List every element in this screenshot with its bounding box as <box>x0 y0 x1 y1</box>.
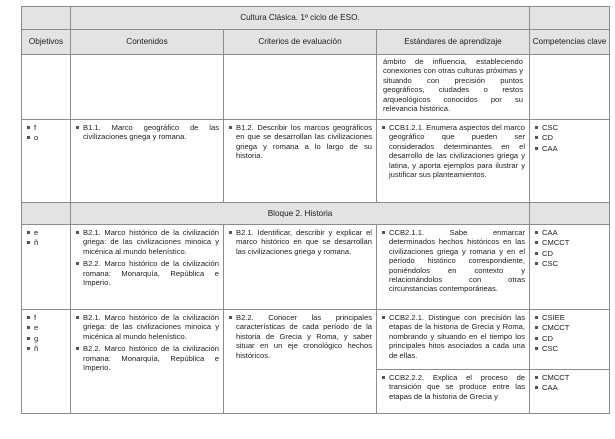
row1-competencia: CD <box>535 133 605 142</box>
table-title: Cultura Clásica. 1º ciclo de ESO. <box>71 7 530 30</box>
header-competencias: Competencias clave <box>530 30 610 55</box>
row1-competencia: CAA <box>535 144 605 153</box>
row3-objetivos-cell <box>22 310 71 414</box>
row3-objetivo: g <box>27 334 66 343</box>
header-criterios: Criterios de evaluación <box>224 30 377 55</box>
row1-contenidos-cell <box>71 120 224 203</box>
row3-criterio: B2.2. Conocer las principales características de cada período de la historia de Grecia y Roma, y saber situar en un eje cronológico hechos históricos. <box>229 313 372 360</box>
row3-objetivo: e <box>27 323 66 332</box>
row2-contenido: B2.1. Marco histórico de la civilización griega: de las civilizaciones minoica y micénica al mundo helenístico. <box>76 228 219 256</box>
title-row <box>22 7 610 30</box>
row3-competencia-b: CAA <box>535 383 605 392</box>
block2-row <box>22 203 610 225</box>
table-row-b2-1 <box>22 225 610 310</box>
row3-competencia-a: CSC <box>535 344 605 353</box>
row2-competencia: CSC <box>535 259 605 268</box>
row2-objetivos-cell <box>22 225 71 310</box>
row1-criterios-cell <box>224 120 377 203</box>
row1-objetivo: o <box>27 133 66 142</box>
row2-competencias-cell <box>530 225 610 310</box>
block2-left-spacer <box>22 203 71 225</box>
row3-contenidos-cell <box>71 310 224 414</box>
cont-competencias-cell <box>530 55 610 120</box>
row3-competencia-a: CMCCT <box>535 323 605 332</box>
block2-title: Bloque 2. Historia <box>71 203 530 225</box>
row2-objetivo: ñ <box>27 238 66 247</box>
row1-criterio: B1.2. Describir los marcos geográficos en que se desarrollan las civilizaciones griega y romana a lo largo de su historia. <box>229 123 372 161</box>
row2-estandar-cell <box>377 225 530 310</box>
title-right-spacer <box>530 7 610 30</box>
row3-estandar-a: CCB2.2.1. Distingue con precisión las etapas de la historia de Grecia y Roma, nombrando y situando en el tiempo los principales hitos asociados a cada una de ellas. <box>382 313 525 360</box>
row1-estandar: CCB1.2.1. Enumera aspectos del marco geográfico que pueden ser considerados determinantes en el desarrollo de las civilizaciones griega y latina, y aporta ejemplos para ilustrar y justificar sus planteamientos. <box>382 123 525 179</box>
row2-criterios-cell <box>224 225 377 310</box>
row2-estandar: CCB2.1.1. Sabe enmarcar determinados hechos históricos en las civilizaciones griega y romana y en el período histórico correspondiente, poniéndolos en contexto y relacionándolos con otras circunstancias contemporáneas. <box>382 228 525 294</box>
row2-objetivo: e <box>27 228 66 237</box>
row3-competencia-a: CSIEE <box>535 313 605 322</box>
row3-criterios-cell <box>224 310 377 414</box>
cont-estandar-text: ámbito de influencia, estableciendo conexiones con otras culturas próximas y situando con precisión puntos geográficos, ciudades o restos arqueológicos conocidos por su relevancia histórica. <box>383 57 524 114</box>
title-left-spacer <box>22 7 71 30</box>
row3-estandar-a-cell <box>377 310 530 370</box>
cont-objetivos-cell <box>22 55 71 120</box>
row3-estandar-b-cell <box>377 370 530 414</box>
row2-contenido: B2.2. Marco histórico de la civilización romana: Monarquía, República e Imperio. <box>76 259 219 287</box>
row3-competencias-b-cell <box>530 370 610 414</box>
row2-contenidos-cell <box>71 225 224 310</box>
row1-competencias-cell <box>530 120 610 203</box>
row2-competencia: CMCCT <box>535 238 605 247</box>
row3-objetivo: ñ <box>27 344 66 353</box>
header-estandares: Estándares de aprendizaje <box>377 30 530 55</box>
row1-objetivos-cell <box>22 120 71 203</box>
table-row-continuation <box>22 55 610 120</box>
row2-competencia: CAA <box>535 228 605 237</box>
row3-contenido: B2.1. Marco histórico de la civilización griega: de las civilizaciones minoica y micénica al mundo helenístico. <box>76 313 219 341</box>
curriculum-table <box>21 6 610 414</box>
row3-contenido: B2.2. Marco histórico de la civilización romana: Monarquía, República e Imperio. <box>76 344 219 372</box>
row3-objetivo: f <box>27 313 66 322</box>
row3-competencias-a-cell <box>530 310 610 370</box>
row2-competencia: CD <box>535 249 605 258</box>
cont-contenidos-cell <box>71 55 224 120</box>
row1-objetivo: f <box>27 123 66 132</box>
row3-competencia-a: CD <box>535 334 605 343</box>
row1-competencia: CSC <box>535 123 605 132</box>
row1-contenido: B1.1. Marco geográfico de las civilizaciones griega y romana. <box>76 123 219 142</box>
row2-criterio: B2.1. Identificar, describir y explicar el marco histórico en que se desarrollan las civilizaciones griega y romana. <box>229 228 372 256</box>
cont-estandar-cell <box>377 55 530 120</box>
row1-estandar-cell <box>377 120 530 203</box>
header-objetivos: Objetivos <box>22 30 71 55</box>
header-contenidos: Contenidos <box>71 30 224 55</box>
header-row <box>22 30 610 55</box>
row3-competencia-b: CMCCT <box>535 373 605 382</box>
row3-estandar-b: CCB2.2.2. Explica el proceso de transición que se produce entre las etapas de la historia de Grecia y <box>382 373 525 401</box>
cont-criterios-cell <box>224 55 377 120</box>
table-row-b2-2a <box>22 310 610 370</box>
table-row-b1 <box>22 120 610 203</box>
block2-right-spacer <box>530 203 610 225</box>
